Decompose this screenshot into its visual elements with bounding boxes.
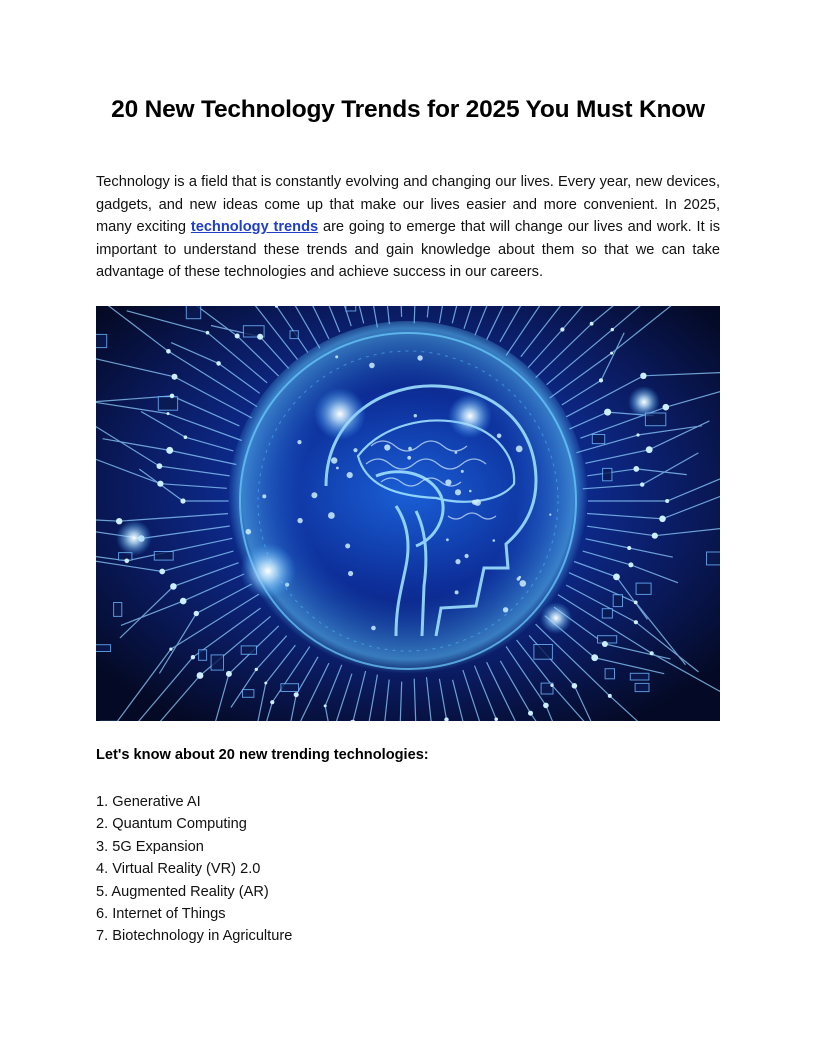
- intro-text-after: are going to emerge that will change our lives and work. It is important to understand these trends and gain knowledge about them so that we can take advantage of these technologies and achieve success in our careers.: [96, 219, 721, 280]
- trend-list: [96, 791, 720, 948]
- trend-list-item: 1. Generative AI: [96, 794, 201, 810]
- section-subheading: Let's know about 20 new trending technologies:: [96, 747, 429, 763]
- trend-list-item: 6. Internet of Things: [96, 906, 226, 923]
- hero-image: [96, 306, 720, 721]
- intro-text-before: Technology is a field that is constantly evolving and changing our lives. Every year, new devices, gadgets, and new ideas come up that make our lives easier and more convenient. In 2025, many exciting: [96, 174, 720, 235]
- trend-list-item: 2. Quantum Computing: [96, 816, 247, 833]
- trend-list-item: 7. Biotechnology in Agriculture: [96, 928, 293, 945]
- intro-paragraph: [96, 171, 720, 284]
- page-title: 20 New Technology Trends for 2025 You Must Know: [111, 96, 705, 123]
- trend-list-item: 4. Virtual Reality (VR) 2.0: [96, 861, 261, 878]
- trend-list-item: 3. 5G Expansion: [96, 838, 204, 855]
- trend-list-item: 5. Augmented Reality (AR): [96, 883, 269, 900]
- technology-trends-link[interactable]: technology trends: [190, 219, 319, 235]
